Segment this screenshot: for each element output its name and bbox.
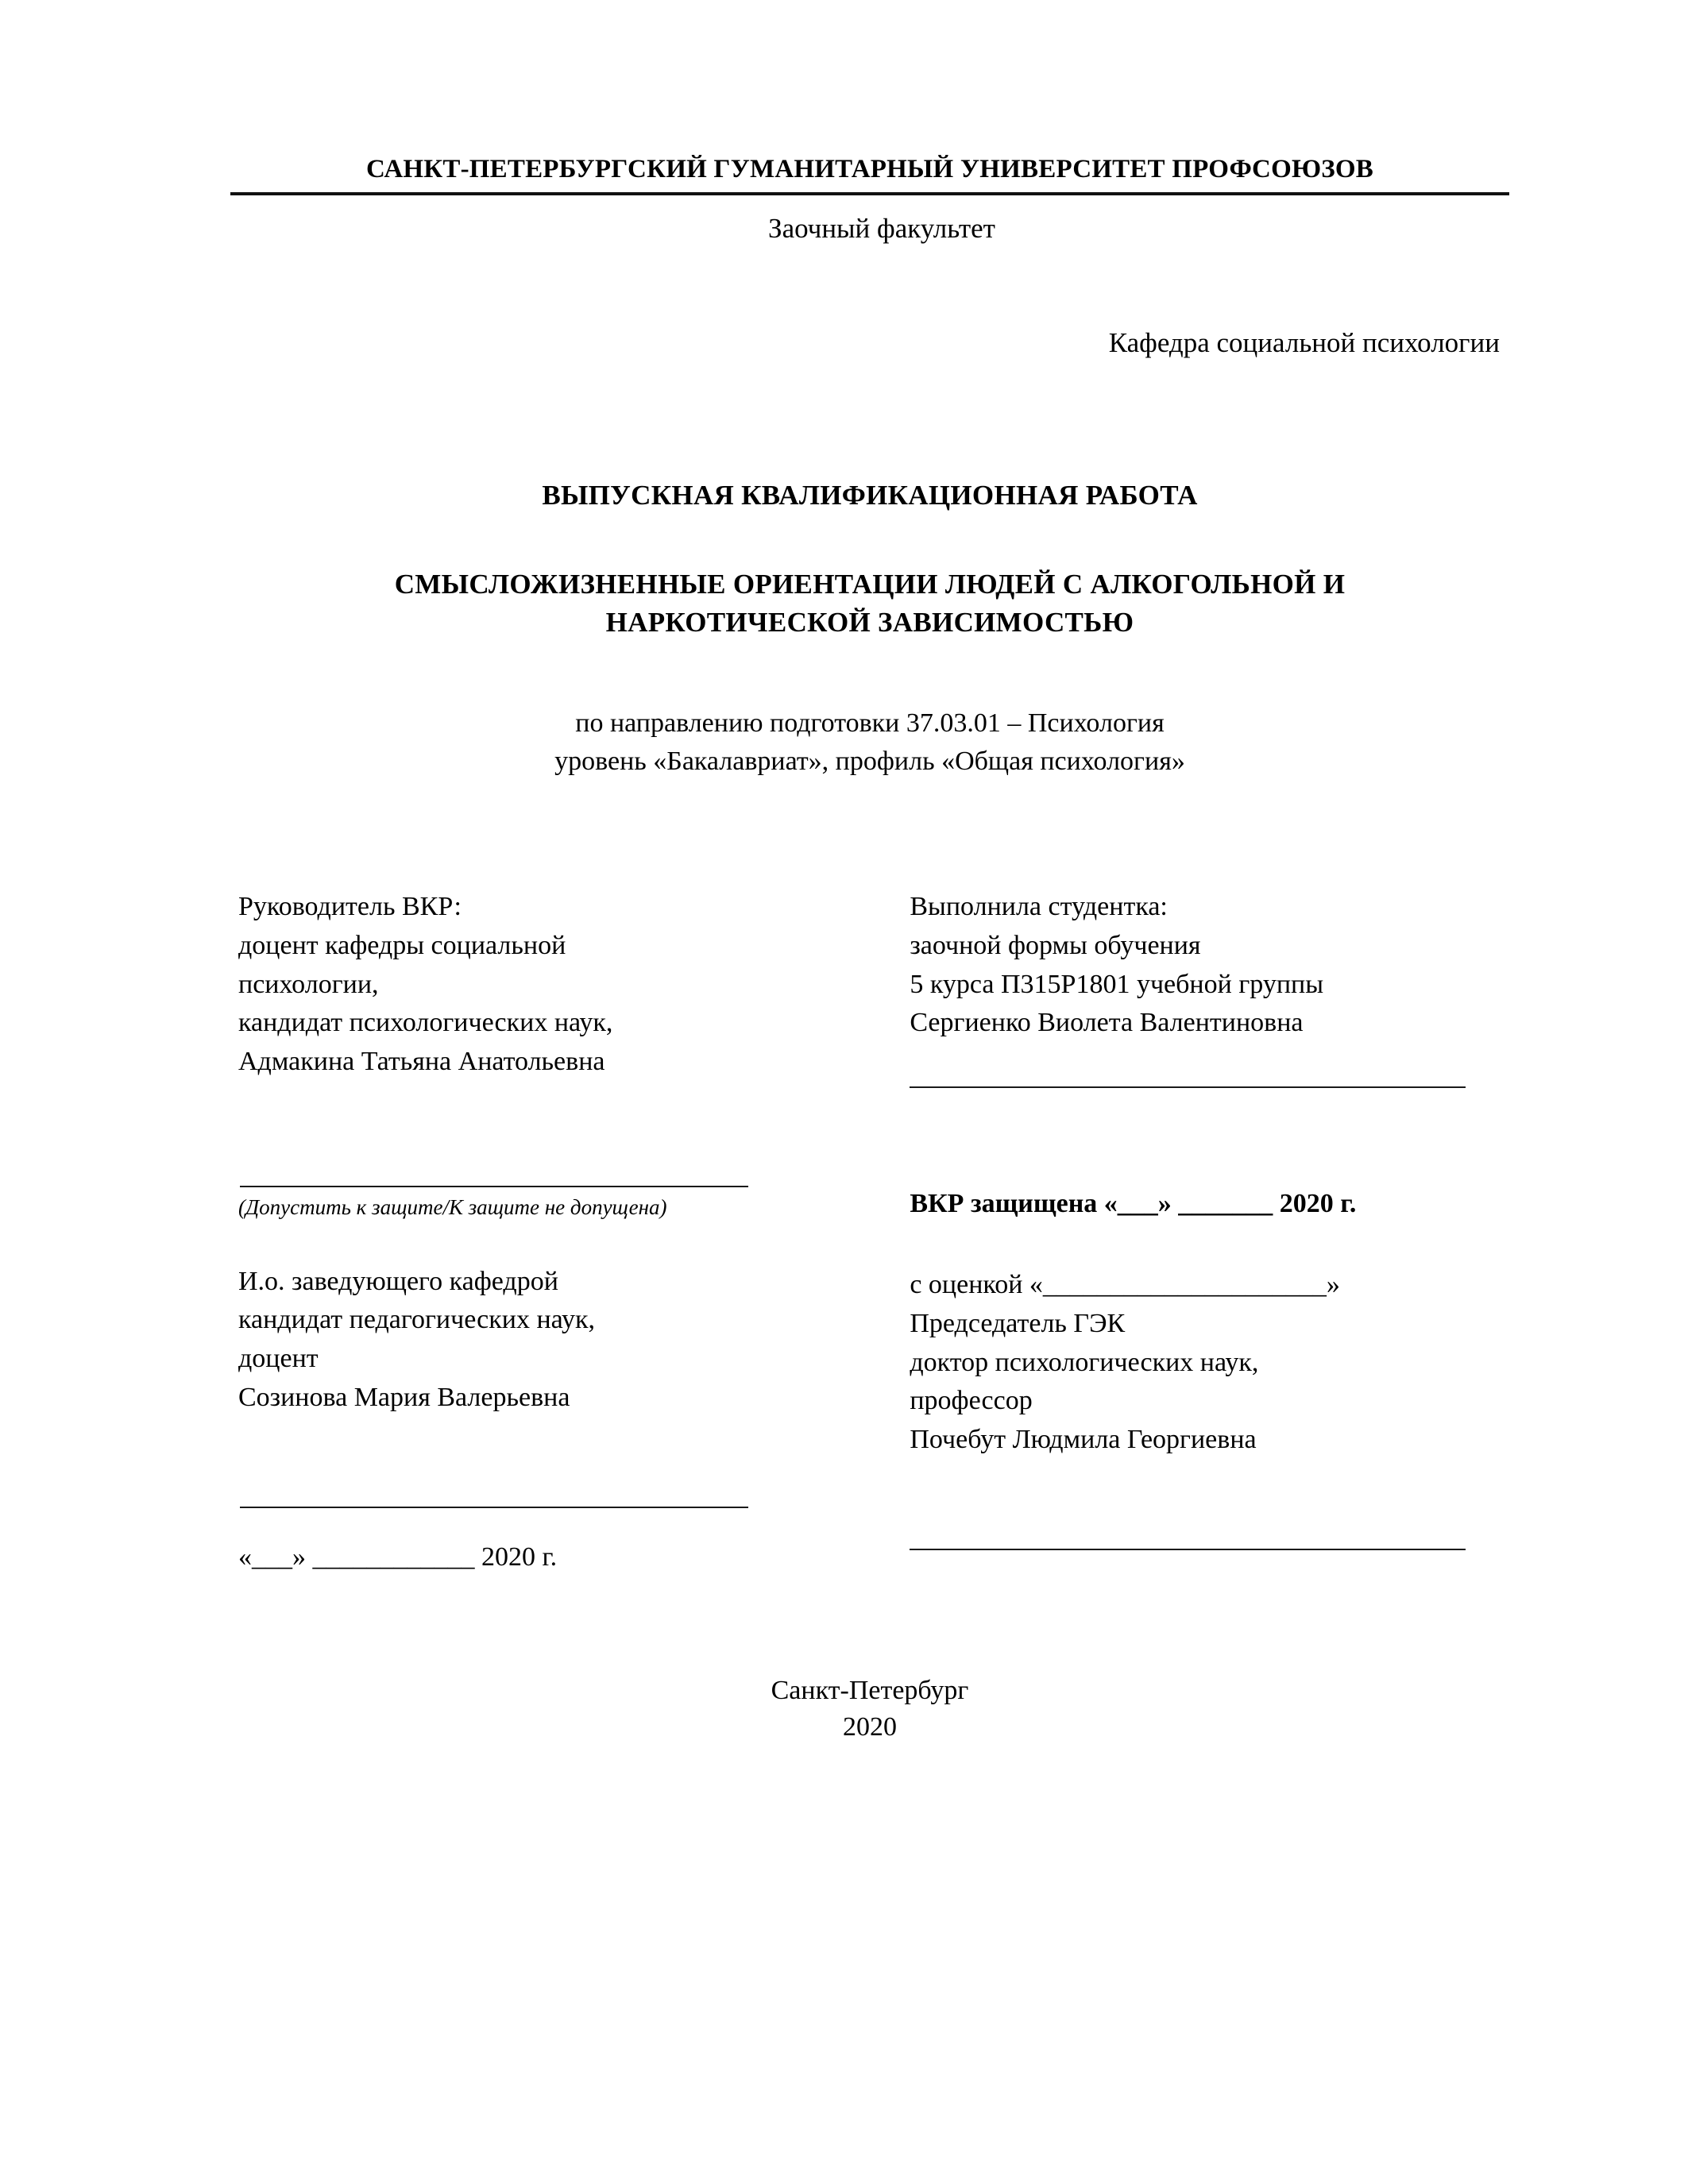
head-of-department-rank: доцент bbox=[238, 1344, 319, 1374]
document-type: ВЫПУСКНАЯ КВАЛИФИКАЦИОННАЯ РАБОТА bbox=[542, 480, 1198, 511]
student-label: Выполнила студентка: bbox=[910, 892, 1168, 922]
admission-date: «___» ____________ 2020 г. bbox=[238, 1542, 558, 1572]
thesis-title: СМЫСЛОЖИЗНЕННЫЕ ОРИЕНТАЦИИ ЛЮДЕЙ С АЛКОГОЛЬНОЙ И НАРКОТИЧЕСКОЙ ЗАВИСИМОСТЬЮ bbox=[394, 569, 1346, 638]
admission-note: (Допустить к защите/К защите не допущена) bbox=[238, 1194, 667, 1219]
student-spacer bbox=[910, 1043, 1509, 1086]
admission-spacer bbox=[238, 1220, 830, 1263]
header-divider bbox=[230, 192, 1509, 195]
head-of-department-label: И.о. заведующего кафедрой bbox=[238, 1266, 558, 1296]
city: Санкт-Петербург bbox=[771, 1675, 969, 1705]
student-block bbox=[830, 888, 1509, 1087]
university-name: САНКТ-ПЕТЕРБУРГСКИЙ ГУМАНИТАРНЫЙ УНИВЕРСИТЕТ ПРОФСОЮЗОВ bbox=[365, 155, 1373, 183]
defense-block bbox=[830, 1185, 1509, 1577]
student-name: Сергиенко Виолета Валентиновна bbox=[910, 1008, 1304, 1038]
defense-grade-line: с оценкой «_____________________» bbox=[910, 1270, 1340, 1300]
defense-spacer bbox=[910, 1223, 1509, 1266]
gek-chair-degree: доктор психологических наук, bbox=[910, 1347, 1259, 1377]
head-of-department-degree: кандидат педагогических наук, bbox=[238, 1305, 596, 1335]
admission-block bbox=[230, 1185, 830, 1577]
defense-date-line: ВКР защищена «___» _______ 2020 г. bbox=[910, 1188, 1357, 1218]
student-signature-line bbox=[910, 1086, 1466, 1088]
signature-block-top bbox=[230, 888, 1509, 1087]
direction-line-2: уровень «Бакалавриат», профиль «Общая психология» bbox=[554, 746, 1185, 776]
admission-date-line-rule bbox=[240, 1506, 748, 1508]
gek-chair-signature-line bbox=[910, 1548, 1466, 1550]
admission-bottom-spacer bbox=[238, 1417, 830, 1506]
gek-chair-label: Председатель ГЭК bbox=[910, 1309, 1126, 1339]
supervisor-line-1: доцент кафедры социальной bbox=[238, 930, 566, 960]
defense-bottom-spacer bbox=[910, 1459, 1509, 1548]
supervisor-line-2: психологии, bbox=[238, 969, 379, 999]
admission-signature-line bbox=[240, 1185, 748, 1187]
gek-chair-name: Почебут Людмила Георгиевна bbox=[910, 1424, 1257, 1454]
supervisor-line-3: кандидат психологических наук, bbox=[238, 1008, 613, 1038]
signature-block-middle bbox=[230, 1185, 1509, 1577]
head-of-department-name: Созинова Мария Валерьевна bbox=[238, 1382, 570, 1412]
student-line-2: 5 курса П315Р1801 учебной группы bbox=[910, 969, 1324, 999]
supervisor-name: Адмакина Татьяна Анатольевна bbox=[238, 1046, 605, 1076]
faculty-name: Заочный факультет bbox=[768, 213, 995, 244]
year: 2020 bbox=[843, 1711, 897, 1742]
department-name: Кафедра социальной психологии bbox=[1108, 327, 1500, 358]
supervisor-block bbox=[230, 888, 830, 1087]
supervisor-label: Руководитель ВКР: bbox=[238, 892, 462, 922]
student-line-1: заочной формы обучения bbox=[910, 930, 1201, 960]
gek-chair-rank: профессор bbox=[910, 1386, 1033, 1416]
page-content bbox=[230, 155, 1509, 1746]
direction-line-1: по направлению подготовки 37.03.01 – Психология bbox=[575, 708, 1165, 739]
study-direction bbox=[230, 704, 1509, 780]
